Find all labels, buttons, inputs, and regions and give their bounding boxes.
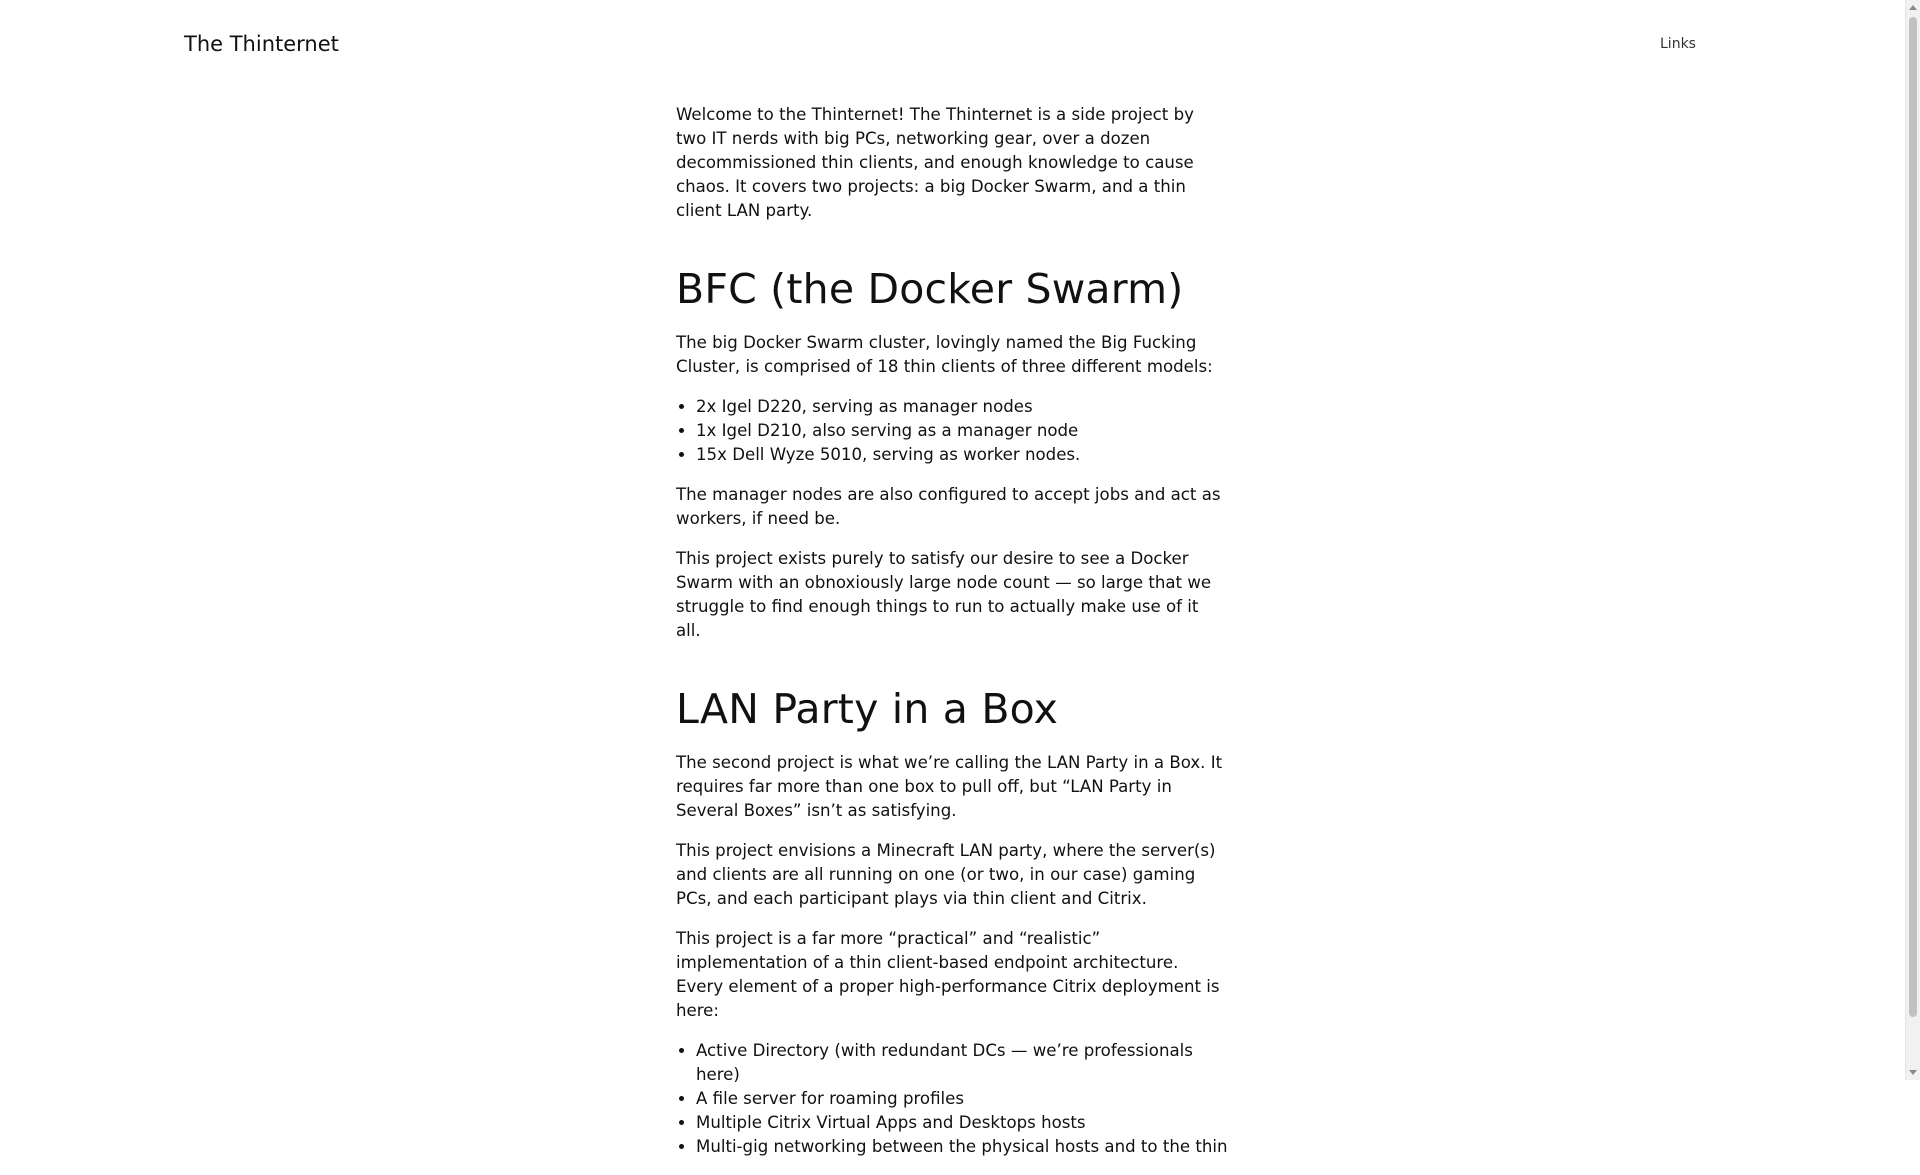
site-header xyxy=(0,0,1905,88)
intro-paragraph: Welcome to the Thinternet! The Thinternet is a side project by two IT nerds with big PCs, networking gear, over a dozen decommissioned thin clients, and enough knowledge to cause chaos. It covers two projects: a big Docker Swarm, and a thin client LAN party. xyxy=(676,105,1194,220)
site-title-link[interactable]: The Thinternet xyxy=(184,32,339,56)
bfc-paragraph-1: The big Docker Swarm cluster, lovingly named the Big Fucking Cluster, is comprised of 18 thin clients of three different models: xyxy=(676,333,1213,376)
list-item: • 2x Igel D220, serving as manager nodes xyxy=(696,395,1228,419)
main-content xyxy=(676,103,1228,1175)
scroll-up-arrow-icon[interactable] xyxy=(1909,5,1917,10)
section-heading-lan-party: LAN Party in a Box xyxy=(676,685,1059,733)
vertical-scrollbar[interactable] xyxy=(1905,0,1920,1080)
lan-paragraph-3: This project is a far more “practical” and “realistic” implementation of a thin client-based endpoint architecture. Every element of a proper high-performance Citrix deployment is here: xyxy=(676,929,1220,1020)
scroll-down-arrow-icon[interactable] xyxy=(1909,1070,1917,1075)
bfc-paragraph-2: The manager nodes are also configured to accept jobs and act as workers, if need be. xyxy=(676,485,1221,528)
list-item: • 1x Igel D210, also serving as a manager node xyxy=(696,419,1228,443)
bfc-paragraph-3: This project exists purely to satisfy our desire to see a Docker Swarm with an obnoxiously large node count — so large that we struggle to find enough things to run to actually make use of it all. xyxy=(676,549,1212,640)
list-item: • Multiple Citrix Virtual Apps and Desktops hosts xyxy=(696,1111,1228,1135)
scrollbar-thumb[interactable] xyxy=(1909,17,1917,1017)
bfc-node-list xyxy=(676,395,1228,467)
lan-components-list xyxy=(676,1039,1228,1159)
list-item: • 15x Dell Wyze 5010, serving as worker nodes. xyxy=(696,443,1228,467)
list-item: • Multi-gig networking between the physical hosts and to the thin xyxy=(696,1135,1228,1159)
nav-link-links[interactable]: Links xyxy=(1660,36,1696,52)
list-item: • A file server for roaming profiles xyxy=(696,1087,1228,1111)
lan-paragraph-1: The second project is what we’re calling the LAN Party in a Box. It requires far more than one box to pull off, but “LAN Party in Several Boxes” isn’t as satisfying. xyxy=(676,753,1223,820)
list-item: • Active Directory (with redundant DCs — we’re professionals here) xyxy=(696,1039,1228,1087)
section-heading-bfc: BFC (the Docker Swarm) xyxy=(676,265,1184,313)
lan-paragraph-2: This project envisions a Minecraft LAN party, where the server(s) and clients are all running on one (or two, in our case) gaming PCs, and each participant plays via thin client and Citrix. xyxy=(676,841,1216,908)
